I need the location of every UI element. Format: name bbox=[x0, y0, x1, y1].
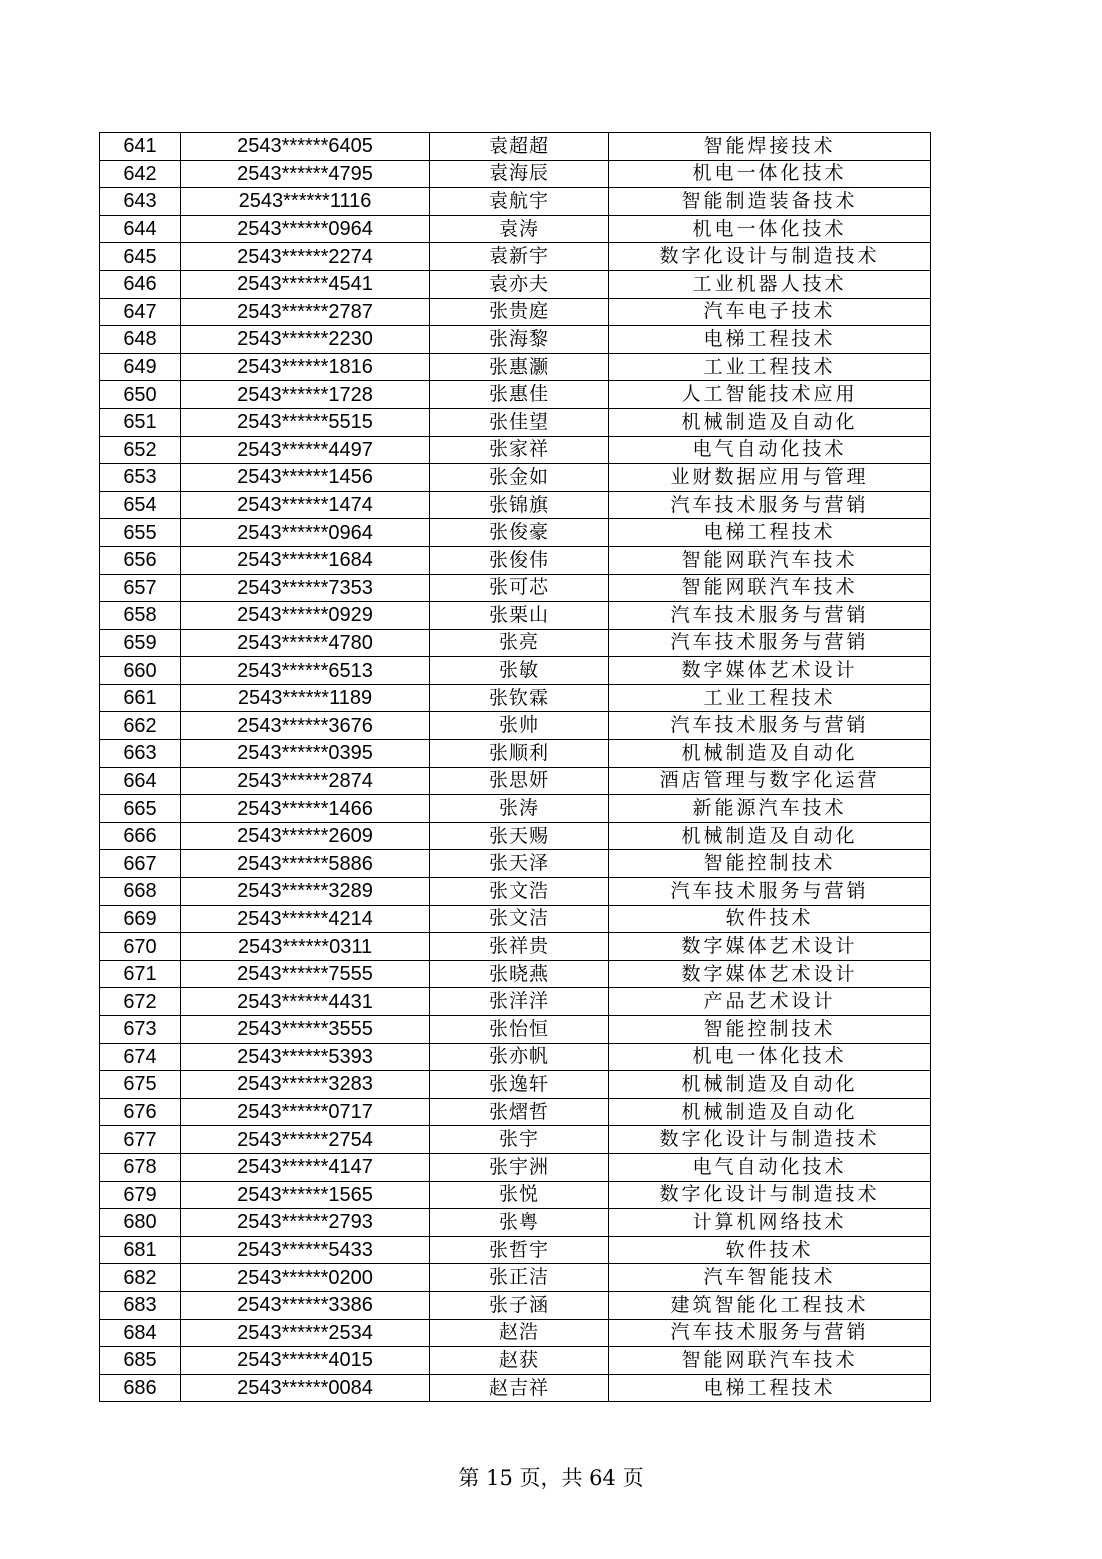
row-number-cell: 677 bbox=[100, 1126, 181, 1154]
id-number-cell: 2543******1474 bbox=[181, 491, 430, 519]
id-number-cell: 2543******0964 bbox=[181, 519, 430, 547]
row-number-cell: 678 bbox=[100, 1153, 181, 1181]
id-number-cell: 2543******6513 bbox=[181, 657, 430, 685]
table-row bbox=[100, 1347, 931, 1375]
table-row bbox=[100, 546, 931, 574]
major-cell: 汽车技术服务与营销 bbox=[609, 712, 931, 740]
id-number-cell: 2543******4780 bbox=[181, 629, 430, 657]
major-cell: 智能焊接技术 bbox=[609, 133, 931, 161]
row-number-cell: 674 bbox=[100, 1043, 181, 1071]
student-name-cell: 张惠佳 bbox=[430, 381, 609, 409]
id-number-cell: 2543******4147 bbox=[181, 1153, 430, 1181]
id-number-cell: 2543******1728 bbox=[181, 381, 430, 409]
row-number-cell: 651 bbox=[100, 408, 181, 436]
id-number-cell: 2543******0717 bbox=[181, 1098, 430, 1126]
major-cell: 建筑智能化工程技术 bbox=[609, 1291, 931, 1319]
major-cell: 数字媒体艺术设计 bbox=[609, 657, 931, 685]
table-row bbox=[100, 326, 931, 354]
major-cell: 汽车技术服务与营销 bbox=[609, 629, 931, 657]
student-name-cell: 赵吉祥 bbox=[430, 1374, 609, 1402]
student-name-cell: 张惠灏 bbox=[430, 353, 609, 381]
id-number-cell: 2543******4214 bbox=[181, 905, 430, 933]
row-number-cell: 684 bbox=[100, 1319, 181, 1347]
table-row bbox=[100, 188, 931, 216]
student-name-cell: 张栗山 bbox=[430, 602, 609, 630]
row-number-cell: 660 bbox=[100, 657, 181, 685]
student-name-cell: 张家祥 bbox=[430, 436, 609, 464]
major-cell: 机械制造及自动化 bbox=[609, 1098, 931, 1126]
row-number-cell: 644 bbox=[100, 215, 181, 243]
student-name-cell: 张顺利 bbox=[430, 740, 609, 768]
id-number-cell: 2543******4795 bbox=[181, 160, 430, 188]
student-name-cell: 张晓燕 bbox=[430, 960, 609, 988]
id-number-cell: 2543******0311 bbox=[181, 933, 430, 961]
student-name-cell: 赵获 bbox=[430, 1347, 609, 1375]
page-number-footer: 第 15 页，共 64 页 bbox=[458, 1466, 644, 1490]
id-number-cell: 2543******2534 bbox=[181, 1319, 430, 1347]
id-number-cell: 2543******1816 bbox=[181, 353, 430, 381]
row-number-cell: 681 bbox=[100, 1236, 181, 1264]
row-number-cell: 661 bbox=[100, 684, 181, 712]
major-cell: 数字化设计与制造技术 bbox=[609, 1126, 931, 1154]
student-name-cell: 张宇 bbox=[430, 1126, 609, 1154]
id-number-cell: 2543******4015 bbox=[181, 1347, 430, 1375]
student-name-cell: 张思妍 bbox=[430, 767, 609, 795]
id-number-cell: 2543******5515 bbox=[181, 408, 430, 436]
id-number-cell: 2543******5393 bbox=[181, 1043, 430, 1071]
table-row bbox=[100, 1319, 931, 1347]
row-number-cell: 662 bbox=[100, 712, 181, 740]
major-cell: 汽车技术服务与营销 bbox=[609, 491, 931, 519]
student-name-cell: 张哲宇 bbox=[430, 1236, 609, 1264]
student-name-cell: 张海黎 bbox=[430, 326, 609, 354]
row-number-cell: 671 bbox=[100, 960, 181, 988]
student-name-cell: 张怡恒 bbox=[430, 1016, 609, 1044]
id-number-cell: 2543******1466 bbox=[181, 795, 430, 823]
row-number-cell: 642 bbox=[100, 160, 181, 188]
table-row bbox=[100, 574, 931, 602]
table-row bbox=[100, 1181, 931, 1209]
major-cell: 智能控制技术 bbox=[609, 1016, 931, 1044]
table-row bbox=[100, 988, 931, 1016]
roster-body bbox=[100, 133, 931, 1402]
major-cell: 机电一体化技术 bbox=[609, 160, 931, 188]
student-name-cell: 张天泽 bbox=[430, 850, 609, 878]
student-name-cell: 赵浩 bbox=[430, 1319, 609, 1347]
major-cell: 汽车智能技术 bbox=[609, 1264, 931, 1292]
row-number-cell: 668 bbox=[100, 878, 181, 906]
student-name-cell: 袁超超 bbox=[430, 133, 609, 161]
major-cell: 机电一体化技术 bbox=[609, 1043, 931, 1071]
row-number-cell: 670 bbox=[100, 933, 181, 961]
table-row bbox=[100, 850, 931, 878]
student-name-cell: 张粤 bbox=[430, 1209, 609, 1237]
row-number-cell: 679 bbox=[100, 1181, 181, 1209]
row-number-cell: 648 bbox=[100, 326, 181, 354]
table-row bbox=[100, 464, 931, 492]
table-row bbox=[100, 602, 931, 630]
major-cell: 数字媒体艺术设计 bbox=[609, 933, 931, 961]
id-number-cell: 2543******4497 bbox=[181, 436, 430, 464]
row-number-cell: 682 bbox=[100, 1264, 181, 1292]
student-name-cell: 张亦帆 bbox=[430, 1043, 609, 1071]
row-number-cell: 680 bbox=[100, 1209, 181, 1237]
id-number-cell: 2543******2793 bbox=[181, 1209, 430, 1237]
major-cell: 工业机器人技术 bbox=[609, 270, 931, 298]
major-cell: 数字化设计与制造技术 bbox=[609, 243, 931, 271]
table-row bbox=[100, 1209, 931, 1237]
major-cell: 产品艺术设计 bbox=[609, 988, 931, 1016]
row-number-cell: 686 bbox=[100, 1374, 181, 1402]
major-cell: 数字媒体艺术设计 bbox=[609, 960, 931, 988]
table-row bbox=[100, 491, 931, 519]
id-number-cell: 2543******0084 bbox=[181, 1374, 430, 1402]
table-row bbox=[100, 1098, 931, 1126]
student-name-cell: 张帅 bbox=[430, 712, 609, 740]
table-row bbox=[100, 795, 931, 823]
row-number-cell: 656 bbox=[100, 546, 181, 574]
table-row bbox=[100, 215, 931, 243]
table-row bbox=[100, 629, 931, 657]
row-number-cell: 669 bbox=[100, 905, 181, 933]
table-row bbox=[100, 243, 931, 271]
id-number-cell: 2543******3283 bbox=[181, 1071, 430, 1099]
roster-table bbox=[99, 132, 931, 1402]
major-cell: 智能制造装备技术 bbox=[609, 188, 931, 216]
major-cell: 工业工程技术 bbox=[609, 353, 931, 381]
major-cell: 机电一体化技术 bbox=[609, 215, 931, 243]
id-number-cell: 2543******6405 bbox=[181, 133, 430, 161]
student-name-cell: 袁涛 bbox=[430, 215, 609, 243]
table-row bbox=[100, 905, 931, 933]
student-name-cell: 张子涵 bbox=[430, 1291, 609, 1319]
id-number-cell: 2543******2787 bbox=[181, 298, 430, 326]
major-cell: 机械制造及自动化 bbox=[609, 740, 931, 768]
id-number-cell: 2543******3676 bbox=[181, 712, 430, 740]
table-row bbox=[100, 1126, 931, 1154]
major-cell: 工业工程技术 bbox=[609, 684, 931, 712]
table-row bbox=[100, 133, 931, 161]
row-number-cell: 649 bbox=[100, 353, 181, 381]
student-name-cell: 袁海辰 bbox=[430, 160, 609, 188]
id-number-cell: 2543******1684 bbox=[181, 546, 430, 574]
major-cell: 人工智能技术应用 bbox=[609, 381, 931, 409]
student-name-cell: 袁航宇 bbox=[430, 188, 609, 216]
row-number-cell: 655 bbox=[100, 519, 181, 547]
major-cell: 新能源汽车技术 bbox=[609, 795, 931, 823]
row-number-cell: 667 bbox=[100, 850, 181, 878]
major-cell: 业财数据应用与管理 bbox=[609, 464, 931, 492]
id-number-cell: 2543******2609 bbox=[181, 822, 430, 850]
table-row bbox=[100, 381, 931, 409]
row-number-cell: 659 bbox=[100, 629, 181, 657]
id-number-cell: 2543******5886 bbox=[181, 850, 430, 878]
table-row bbox=[100, 657, 931, 685]
row-number-cell: 673 bbox=[100, 1016, 181, 1044]
student-name-cell: 张锦旗 bbox=[430, 491, 609, 519]
table-row bbox=[100, 1071, 931, 1099]
major-cell: 汽车技术服务与营销 bbox=[609, 1319, 931, 1347]
major-cell: 汽车技术服务与营销 bbox=[609, 602, 931, 630]
id-number-cell: 2543******3555 bbox=[181, 1016, 430, 1044]
id-number-cell: 2543******1456 bbox=[181, 464, 430, 492]
id-number-cell: 2543******1565 bbox=[181, 1181, 430, 1209]
table-row bbox=[100, 960, 931, 988]
student-name-cell: 袁亦夫 bbox=[430, 270, 609, 298]
major-cell: 电气自动化技术 bbox=[609, 1153, 931, 1181]
student-name-cell: 张正洁 bbox=[430, 1264, 609, 1292]
table-row bbox=[100, 270, 931, 298]
student-name-cell: 张俊豪 bbox=[430, 519, 609, 547]
id-number-cell: 2543******7555 bbox=[181, 960, 430, 988]
major-cell: 软件技术 bbox=[609, 1236, 931, 1264]
major-cell: 机械制造及自动化 bbox=[609, 1071, 931, 1099]
major-cell: 电梯工程技术 bbox=[609, 1374, 931, 1402]
table-row bbox=[100, 160, 931, 188]
table-row bbox=[100, 822, 931, 850]
row-number-cell: 645 bbox=[100, 243, 181, 271]
major-cell: 机械制造及自动化 bbox=[609, 822, 931, 850]
id-number-cell: 2543******2274 bbox=[181, 243, 430, 271]
row-number-cell: 647 bbox=[100, 298, 181, 326]
major-cell: 电梯工程技术 bbox=[609, 326, 931, 354]
table-row bbox=[100, 1153, 931, 1181]
id-number-cell: 2543******5433 bbox=[181, 1236, 430, 1264]
row-number-cell: 653 bbox=[100, 464, 181, 492]
row-number-cell: 654 bbox=[100, 491, 181, 519]
student-name-cell: 张洋洋 bbox=[430, 988, 609, 1016]
row-number-cell: 683 bbox=[100, 1291, 181, 1319]
student-name-cell: 张亮 bbox=[430, 629, 609, 657]
id-number-cell: 2543******4431 bbox=[181, 988, 430, 1016]
major-cell: 软件技术 bbox=[609, 905, 931, 933]
major-cell: 智能网联汽车技术 bbox=[609, 1347, 931, 1375]
row-number-cell: 672 bbox=[100, 988, 181, 1016]
row-number-cell: 675 bbox=[100, 1071, 181, 1099]
table-row bbox=[100, 1264, 931, 1292]
row-number-cell: 643 bbox=[100, 188, 181, 216]
major-cell: 智能控制技术 bbox=[609, 850, 931, 878]
student-name-cell: 张佳望 bbox=[430, 408, 609, 436]
row-number-cell: 685 bbox=[100, 1347, 181, 1375]
student-name-cell: 张俊伟 bbox=[430, 546, 609, 574]
id-number-cell: 2543******2874 bbox=[181, 767, 430, 795]
id-number-cell: 2543******1116 bbox=[181, 188, 430, 216]
row-number-cell: 666 bbox=[100, 822, 181, 850]
table-row bbox=[100, 1016, 931, 1044]
major-cell: 数字化设计与制造技术 bbox=[609, 1181, 931, 1209]
id-number-cell: 2543******0929 bbox=[181, 602, 430, 630]
student-name-cell: 张贵庭 bbox=[430, 298, 609, 326]
student-name-cell: 张可芯 bbox=[430, 574, 609, 602]
row-number-cell: 650 bbox=[100, 381, 181, 409]
student-name-cell: 张逸轩 bbox=[430, 1071, 609, 1099]
major-cell: 酒店管理与数字化运营 bbox=[609, 767, 931, 795]
table-row bbox=[100, 408, 931, 436]
row-number-cell: 641 bbox=[100, 133, 181, 161]
major-cell: 计算机网络技术 bbox=[609, 1209, 931, 1237]
table-row bbox=[100, 298, 931, 326]
table-row bbox=[100, 1374, 931, 1402]
row-number-cell: 663 bbox=[100, 740, 181, 768]
major-cell: 智能网联汽车技术 bbox=[609, 546, 931, 574]
student-name-cell: 张天赐 bbox=[430, 822, 609, 850]
student-name-cell: 张悦 bbox=[430, 1181, 609, 1209]
id-number-cell: 2543******0395 bbox=[181, 740, 430, 768]
row-number-cell: 652 bbox=[100, 436, 181, 464]
major-cell: 机械制造及自动化 bbox=[609, 408, 931, 436]
student-name-cell: 张文浩 bbox=[430, 878, 609, 906]
id-number-cell: 2543******4541 bbox=[181, 270, 430, 298]
row-number-cell: 664 bbox=[100, 767, 181, 795]
id-number-cell: 2543******2754 bbox=[181, 1126, 430, 1154]
id-number-cell: 2543******2230 bbox=[181, 326, 430, 354]
row-number-cell: 657 bbox=[100, 574, 181, 602]
student-name-cell: 张熠哲 bbox=[430, 1098, 609, 1126]
student-name-cell: 袁新宇 bbox=[430, 243, 609, 271]
table-row bbox=[100, 684, 931, 712]
student-name-cell: 张金如 bbox=[430, 464, 609, 492]
major-cell: 电气自动化技术 bbox=[609, 436, 931, 464]
row-number-cell: 658 bbox=[100, 602, 181, 630]
id-number-cell: 2543******3289 bbox=[181, 878, 430, 906]
table-row bbox=[100, 878, 931, 906]
table-row bbox=[100, 353, 931, 381]
table-row bbox=[100, 740, 931, 768]
id-number-cell: 2543******7353 bbox=[181, 574, 430, 602]
id-number-cell: 2543******0200 bbox=[181, 1264, 430, 1292]
major-cell: 智能网联汽车技术 bbox=[609, 574, 931, 602]
table-row bbox=[100, 1043, 931, 1071]
student-name-cell: 张敏 bbox=[430, 657, 609, 685]
table-row bbox=[100, 519, 931, 547]
major-cell: 电梯工程技术 bbox=[609, 519, 931, 547]
row-number-cell: 676 bbox=[100, 1098, 181, 1126]
student-name-cell: 张涛 bbox=[430, 795, 609, 823]
table-row bbox=[100, 933, 931, 961]
student-name-cell: 张文洁 bbox=[430, 905, 609, 933]
student-name-cell: 张宇洲 bbox=[430, 1153, 609, 1181]
student-name-cell: 张祥贵 bbox=[430, 933, 609, 961]
table-row bbox=[100, 1236, 931, 1264]
id-number-cell: 2543******0964 bbox=[181, 215, 430, 243]
id-number-cell: 2543******1189 bbox=[181, 684, 430, 712]
row-number-cell: 665 bbox=[100, 795, 181, 823]
major-cell: 汽车技术服务与营销 bbox=[609, 878, 931, 906]
table-row bbox=[100, 436, 931, 464]
major-cell: 汽车电子技术 bbox=[609, 298, 931, 326]
row-number-cell: 646 bbox=[100, 270, 181, 298]
table-row bbox=[100, 712, 931, 740]
id-number-cell: 2543******3386 bbox=[181, 1291, 430, 1319]
table-row bbox=[100, 1291, 931, 1319]
student-name-cell: 张钦霖 bbox=[430, 684, 609, 712]
table-row bbox=[100, 767, 931, 795]
